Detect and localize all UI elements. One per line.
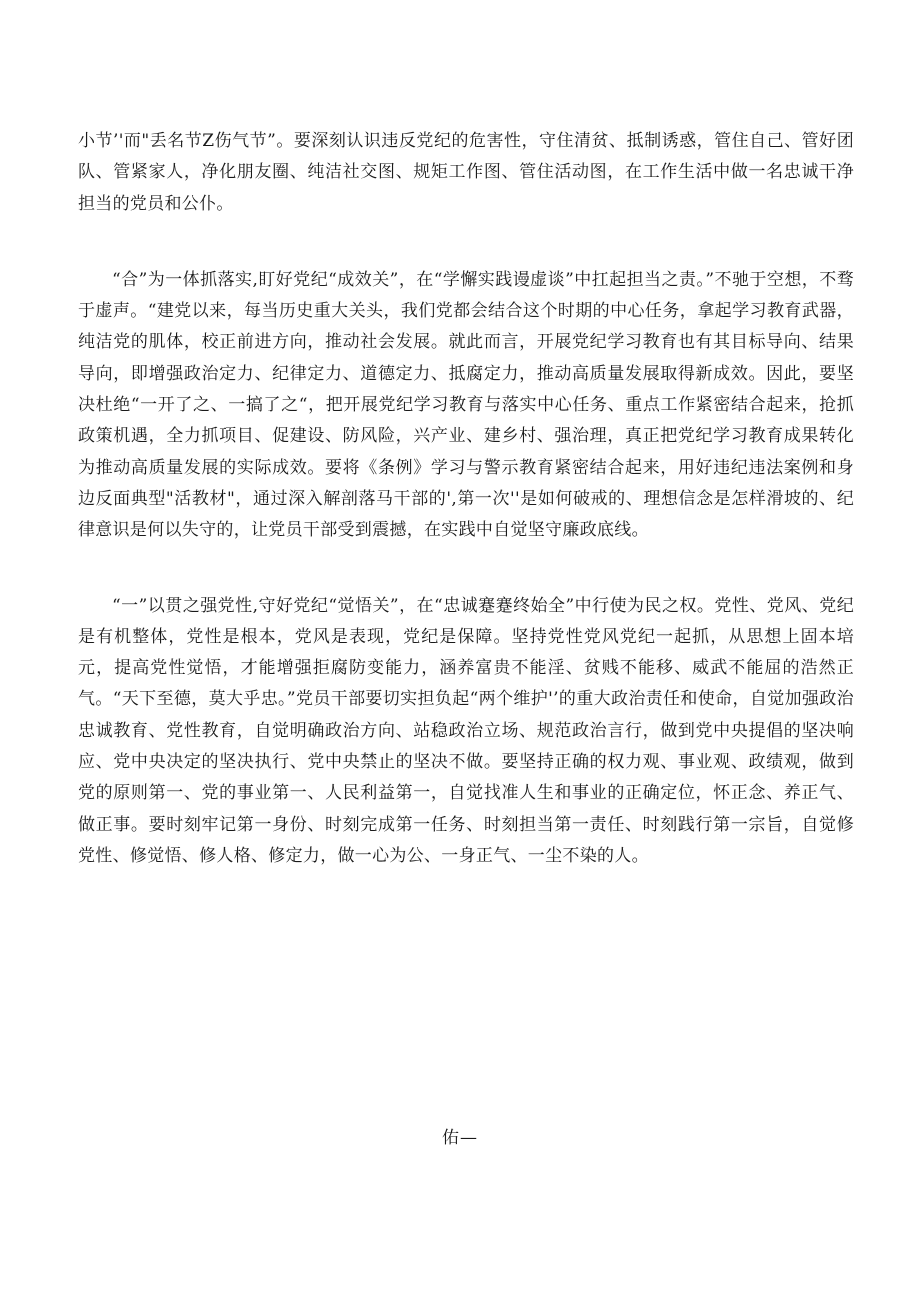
- paragraph-continuation: 小节’'而"丢名节Z伤气节”。要深刻认识违反党纪的危害性，守住清贫、抵制诱惑，管住自己、管好团队、管紧家人，净化朋友圈、纯洁社交图、规矩工作图、管住活动图，在工作生活中做一名忠诚干净担当的党员和公仆。: [78, 131, 854, 214]
- page-footer-mark: 佑—: [442, 1128, 478, 1148]
- paragraph-implementation: “合”为一体抓落实,盯好党纪“成效关”，在“学懈实践谩虚谈”中扛起担当之责。”不驰于空想，不骛于虚声。“建党以来，每当历史重大关头，我们党都会结合这个时期的中心任务，拿起学习教育武器，纯洁党的肌体，校正前进方向，推动社会发展。就此而言，开展党纪学习教育也有其目标导向、结果导向，即增强政治定力、纪律定力、道德定力、抵腐定力，推动高质量发展取得新成效。因此，要坚决杜绝“一开了之、一搞了之“，把开展党纪学习教育与落实中心任务、重点工作紧密结合起来，抢抓政策机遇，全力抓项目、促建设、防风险，兴产业、建乡村、强治理，真正把党纪学习教育成果转化为推动高质量发展的实际成效。要将《条例》学习与警示教育紧密结合起来，用好违纪违法案例和身边反面典型"活教材"，通过深入解剖落马干部的',第一次''是如何破戒的、理想信念是怎样滑坡的、纪律意识是何以失守的，让党员干部受到震撼，在实践中自觉坚守廉政底线。: [78, 269, 854, 541]
- paragraph-party-spirit: “一”以贯之强党性,守好党纪“觉悟关”，在“忠诚蹇蹇终始全”中行使为民之权。党性、党风、党纪是有机整体，党性是根本，党风是表现，党纪是保障。坚持党性党风党纪一起抓，从思想上固本培元，提高党性觉悟，才能增强拒腐防变能力，涵养富贵不能淫、贫贱不能移、威武不能屈的浩然正气。“天下至德，莫大乎忠。”党员干部要切实担负起“两个维护'’的重大政治责任和使命，自觉加强政治忠诚教育、党性教育，自觉明确政治方向、站稳政治立场、规范政治言行，做到党中央提倡的坚决响应、党中央决定的坚决执行、党中央禁止的坚决不做。要坚持正确的权力观、事业观、政绩观，做到党的原则第一、党的事业第一、人民利益第一，自觉找准人生和事业的正确定位，怀正念、养正气、做正事。要时刻牢记第一身份、时刻完成第一任务、时刻担当第一责任、时刻践行第一宗旨，自觉修党性、修觉悟、修人格、修定力，做一心为公、一身正气、一尘不染的人。: [78, 595, 854, 866]
- document-body: [78, 126, 854, 872]
